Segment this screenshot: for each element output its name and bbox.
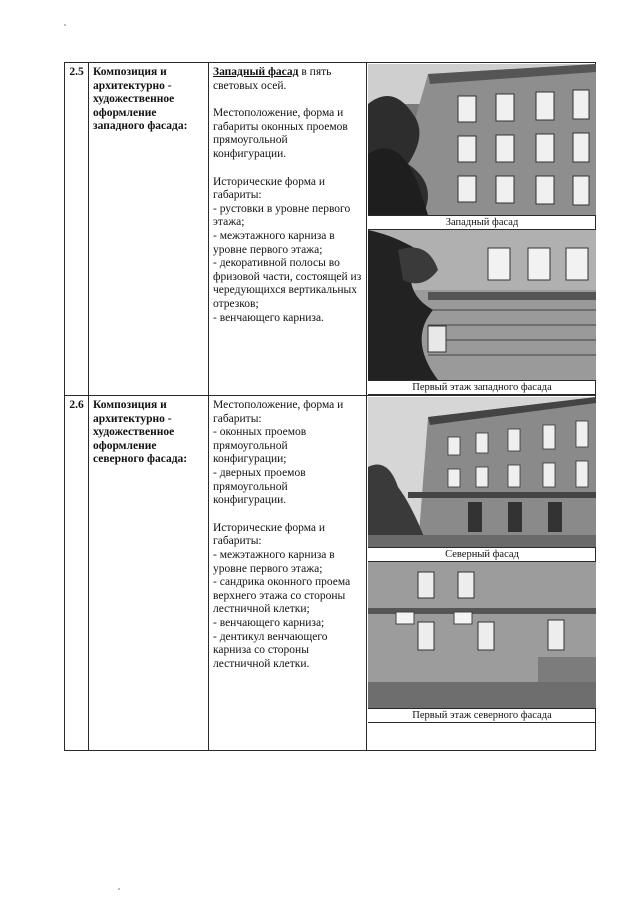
row-number: 2.6	[65, 396, 89, 751]
desc-heading: Исторические форма и габариты:	[213, 521, 326, 548]
row-topic: Композиция и архитектурно - художественное оформление северного фасада:	[89, 396, 209, 751]
photo-caption: Первый этаж северного фасада	[368, 708, 596, 723]
list-item: - дверных проемов прямоугольной конфигурации.	[213, 466, 306, 507]
list-item: - межэтажного карниза в уровне первого этажа;	[213, 229, 335, 256]
table-row	[65, 396, 596, 751]
desc-heading: Местоположение, форма и габариты:	[213, 399, 344, 425]
list-item: - венчающего карниза.	[213, 311, 324, 324]
desc-paragraph	[213, 522, 363, 672]
table-row	[65, 63, 596, 396]
row-description	[209, 63, 367, 396]
row-description	[209, 396, 367, 751]
list-item: - рустовки в уровне первого этажа;	[213, 202, 351, 229]
west-first-floor-photo	[368, 230, 596, 380]
desc-lead	[213, 66, 363, 93]
desc-paragraph	[213, 399, 363, 508]
list-item: - оконных проемов прямоугольной конфигурации;	[213, 426, 307, 466]
desc-lead-rest: в пять световых осей.	[213, 66, 332, 92]
list-item: - декоративной полосы во фризовой части, состоящей из чередующихся вертикальных отрезков;	[213, 257, 362, 310]
scan-speck	[64, 24, 66, 26]
list-item: - сандрика оконного проема верхнего этажа со стороны лестничной клетки;	[213, 576, 351, 616]
facade-spec-table	[64, 62, 596, 751]
row-topic: Композиция и архитектурно - художественное оформление западного фасада:	[89, 63, 209, 396]
row-number: 2.5	[65, 63, 89, 396]
desc-paragraph: Местоположение, форма и габариты оконных проемов прямоугольной конфигурации.	[213, 107, 348, 160]
scan-speck	[118, 888, 120, 890]
list-item: - межэтажного карниза в уровне первого этажа;	[213, 548, 335, 575]
photo-caption: Первый этаж западного фасада	[368, 380, 596, 395]
desc-lead-bold: Западный фасад	[213, 66, 299, 78]
photo-caption: Западный фасад	[368, 215, 596, 230]
list-item: - дентикул венчающего карниза со стороны лестничной клетки.	[213, 630, 328, 670]
photo-cell	[367, 396, 596, 751]
desc-paragraph	[213, 176, 363, 326]
north-facade-photo	[368, 397, 596, 547]
photo-cell	[367, 63, 596, 396]
list-item: - венчающего карниза;	[213, 616, 325, 629]
north-first-floor-photo	[368, 562, 596, 708]
photo-caption: Северный фасад	[368, 547, 596, 562]
desc-heading: Исторические форма и габариты:	[213, 175, 326, 202]
west-facade-photo	[368, 64, 596, 215]
